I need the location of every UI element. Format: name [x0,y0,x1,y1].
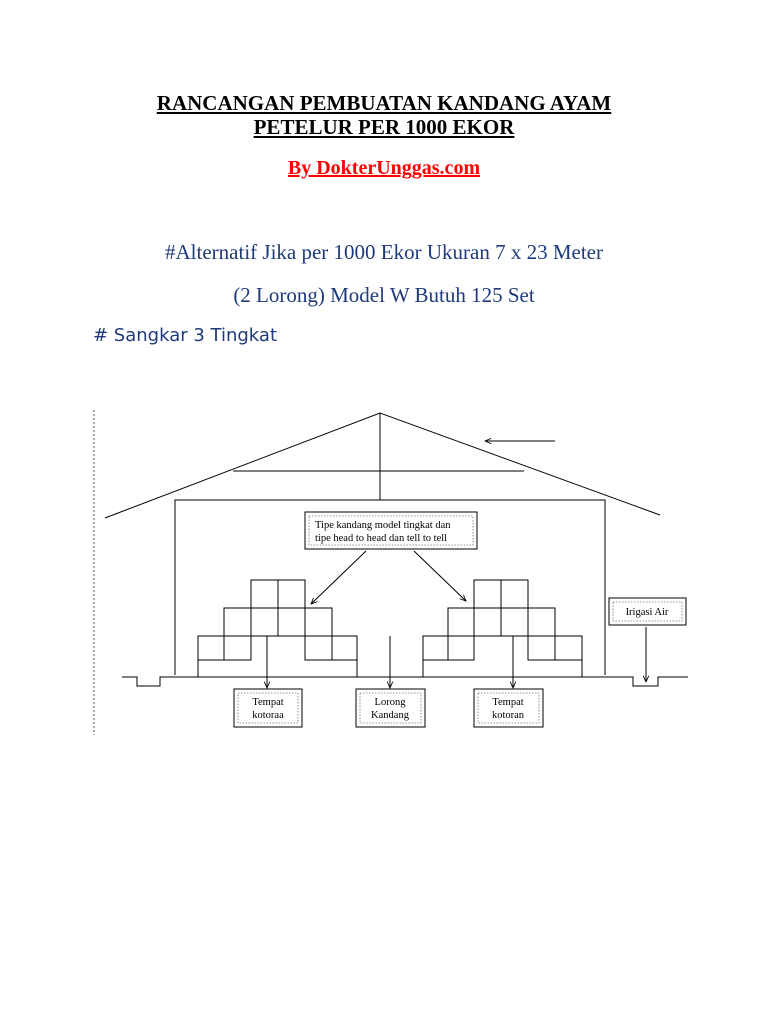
left-cage-stack [198,580,357,677]
byline: By DokterUnggas.com [287,157,481,179]
left-waste-label-line2: kotoraa [252,710,284,721]
irrigation-label-box [609,598,686,625]
right-cage-stack [423,580,582,677]
document-title-line1: RANCANGAN PEMBUATAN KANDANG AYAM [156,91,612,115]
arrow-to-left-stack [311,551,366,604]
left-waste-label-line1: Tempat [252,697,284,708]
left-waste-box [234,689,302,727]
arrow-to-right-stack [414,551,466,601]
section-heading: # Sangkar 3 Tingkat [93,325,277,346]
document-title-line2: PETELUR PER 1000 EKOR [253,115,515,139]
irrigation-label: Irigasi Air [625,607,669,618]
aisle-box [356,689,425,727]
right-waste-label-line1: Tempat [492,697,524,708]
right-waste-label-line2: kotoran [491,710,525,721]
cage-type-label-line2: tipe head to head dan tell to tell [315,533,448,544]
ground-line [122,677,688,686]
aisle-label-line1: Lorong [374,697,406,708]
subtitle-line2: (2 Lorong) Model W Butuh 125 Set [233,283,535,307]
roof-outline [105,413,660,518]
cage-type-label-line1: Tipe kandang model tingkat dan [315,520,451,531]
right-waste-box [474,689,543,727]
aisle-label-line2: Kandang [371,710,409,721]
subtitle-line1: #Alternatif Jika per 1000 Ekor Ukuran 7 x 23 Meter [165,240,603,264]
cage-type-label-box [305,512,477,549]
